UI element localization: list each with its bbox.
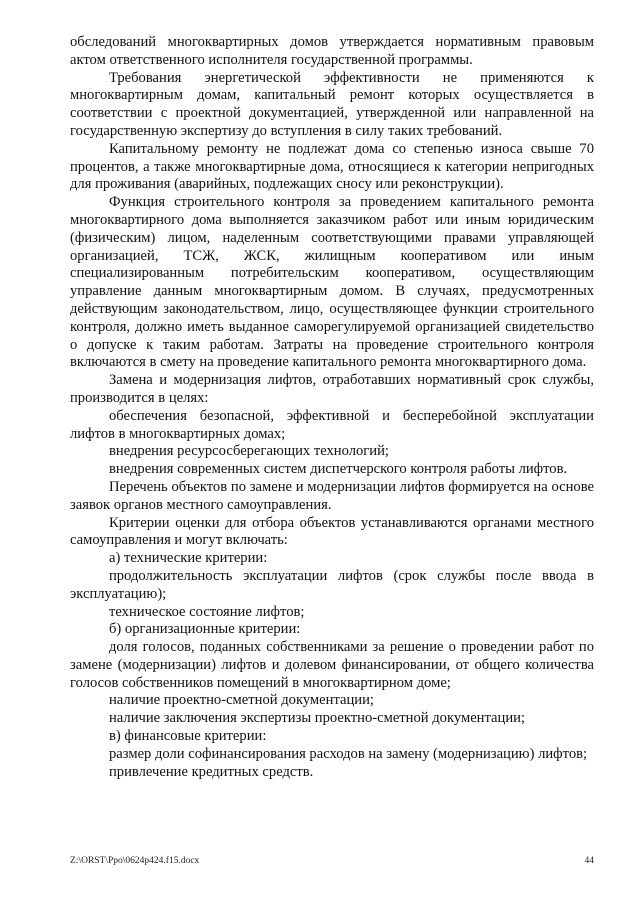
- list-item-safety: обеспечения безопасной, эффективной и бесперебойной эксплуатации лифтов в многоквартирных домах;: [70, 407, 594, 442]
- criteria-item-technical-state: техническое состояние лифтов;: [109, 603, 305, 620]
- paragraph-energy-efficiency: Требования энергетической эффективности не применяются к многоквартирным домам, капитальный ремонт которых осуществляется в соответствии с проектной документацией, утвержденной или направленной на государственную экспертизу до вступления в силу таких требований.: [70, 69, 594, 139]
- paragraph-object-list: Перечень объектов по замене и модернизации лифтов формируется на основе заявок органов местного самоуправления.: [70, 478, 594, 513]
- paragraph-elevator-replacement: Замена и модернизация лифтов, отработавших нормативный срок службы, производится в целях:: [70, 372, 594, 406]
- footer-file-path: Z:\ORST\Ppo\0624p424.f15.docx: [70, 856, 200, 866]
- footer-page-number: 44: [584, 856, 594, 866]
- criteria-heading-technical: а) технические критерии:: [109, 550, 268, 567]
- criteria-heading-organizational: б) организационные критерии:: [109, 621, 301, 638]
- criteria-item-cofinancing: размер доли софинансирования расходов на замену (модернизацию) лифтов;: [109, 745, 588, 762]
- document-body: [70, 34, 594, 781]
- criteria-heading-financial: в) финансовые критерии:: [109, 728, 267, 745]
- criteria-item-design-docs: наличие проектно-сметной документации;: [109, 692, 374, 709]
- list-item-dispatch-control: внедрения современных систем диспетчерского контроля работы лифтов.: [109, 461, 568, 478]
- criteria-item-expertise: наличие заключения экспертизы проектно-сметной документации;: [109, 710, 525, 727]
- criteria-item-service-life: продолжительность эксплуатации лифтов (срок службы после ввода в эксплуатацию);: [70, 567, 594, 602]
- list-item-resource-saving: внедрения ресурсосберегающих технологий;: [109, 443, 389, 460]
- criteria-item-credit: привлечение кредитных средств.: [109, 763, 314, 780]
- paragraph-continuation: обследований многоквартирных домов утверждается нормативным правовым актом ответственного исполнителя государственной программы.: [70, 34, 594, 68]
- paragraph-wear-limit: Капитальному ремонту не подлежат дома со степенью износа свыше 70 процентов, а также многоквартирные дома, относящиеся к категории непригодных для проживания (аварийных, подлежащих сносу или реконструкции).: [70, 140, 594, 193]
- paragraph-construction-control: Функция строительного контроля за проведением капитального ремонта многоквартирного дома выполняется заказчиком работ или иным юридическим (физическим) лицом, наделенным соответствующими правами управляющей организацией, ТСЖ, ЖСК, жилищным кооперативом или иным специализированным потребительским кооперативом, осуществляющим управление данным многоквартирным домом. В случаях, предусмотренных действующим законодательством, лицо, осуществляющее функции строительного контроля, должно иметь выданное саморегулируемой организацией свидетельство о допуске к таким работам. Затраты на проведение строительного контроля включаются в смету на проведение капитального ремонта многоквартирного дома.: [70, 194, 594, 371]
- criteria-item-votes: доля голосов, поданных собственниками за решение о проведении работ по замене (модернизации) лифтов и долевом финансировании, от общего количества голосов собственников помещений в многоквартирном доме;: [70, 639, 594, 691]
- paragraph-criteria-intro: Критерии оценки для отбора объектов устанавливаются органами местного самоуправления и могут включать:: [70, 514, 594, 549]
